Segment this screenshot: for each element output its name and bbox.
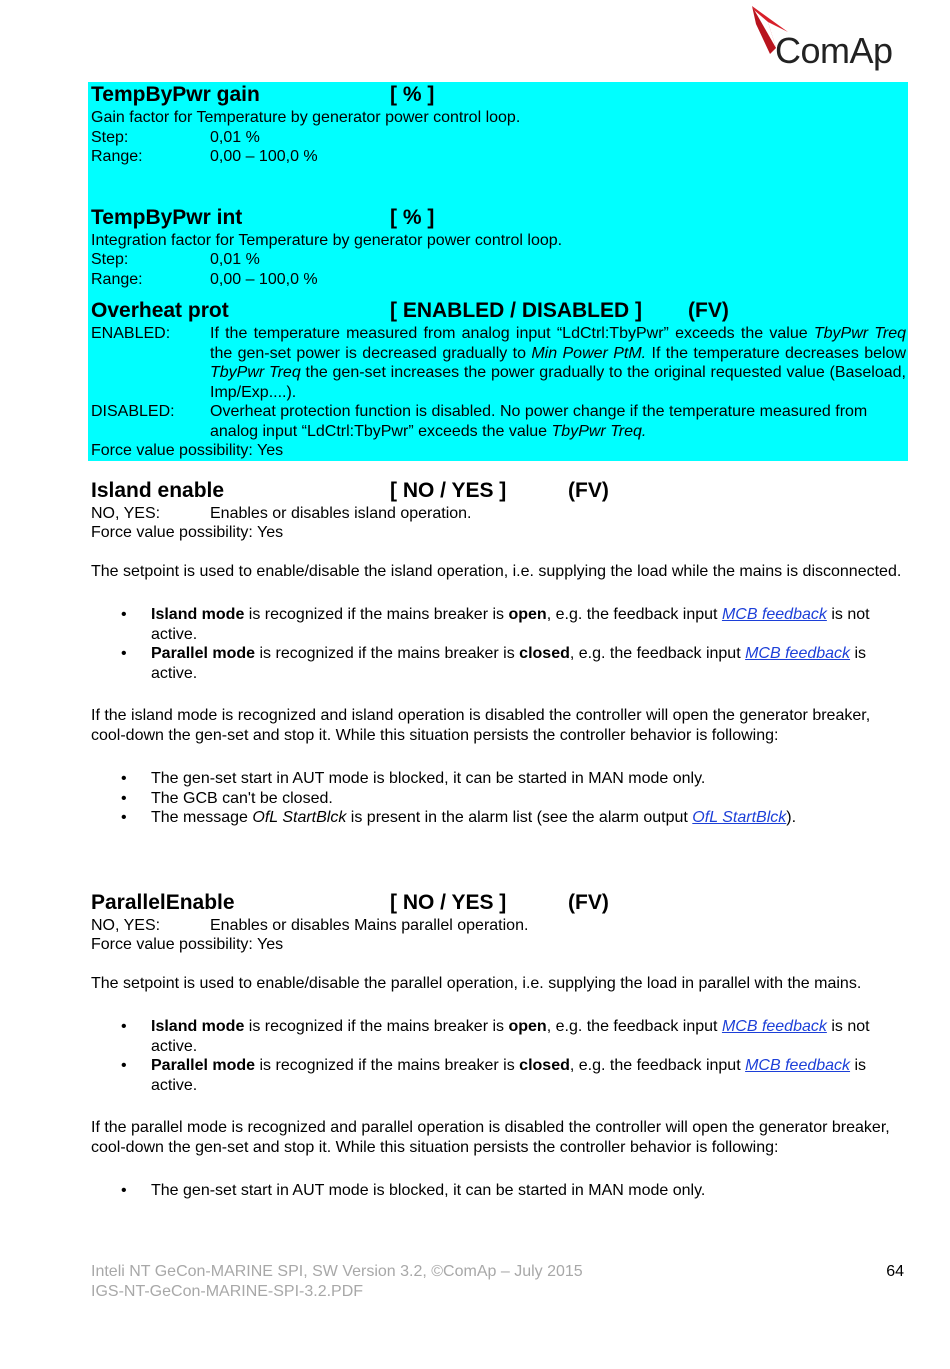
list-item: • The gen-set start in AUT mode is blocked, it can be started in MAN mode only.	[121, 770, 706, 787]
noyes-label: NO, YES:	[91, 504, 161, 522]
mcb-feedback-link[interactable]: MCB feedback	[745, 645, 851, 662]
mcb-feedback-link[interactable]: MCB feedback	[745, 1057, 851, 1074]
setpoint-range: [ NO / YES ]	[390, 478, 507, 502]
list-item: • The gen-set start in AUT mode is blocked, it can be started in MAN mode only.	[121, 1182, 706, 1199]
list-item: • Parallel mode is recognized if the mains breaker is closed, e.g. the feedback input MCB feedback is active.	[121, 645, 867, 682]
enabled-description: If the temperature measured from analog input “LdCtrl:TbyPwr” exceeds the value TbyPwr Treq the gen-set power is decreased gradually to Min Power PtM. If the temperature decreases below TbyPwr Treq the gen-set increases the power gradually to the original requested value (Baseload, Imp/Exp....).	[210, 325, 907, 401]
paragraph: The setpoint is used to enable/disable the island operation, i.e. supplying the load while the mains is disconnected.	[91, 562, 902, 580]
force-value-tag: (FV)	[568, 890, 609, 914]
list-item: • The GCB can't be closed.	[121, 789, 333, 807]
setpoint-description: Integration factor for Temperature by generator power control loop.	[91, 231, 563, 249]
setpoint-name: Overheat prot	[91, 299, 229, 322]
force-value-possibility: Force value possibility: Yes	[91, 442, 284, 459]
footer-line2: IGS-NT-GeCon-MARINE-SPI-3.2.PDF	[91, 1282, 364, 1300]
list-item: • The message OfL StartBlck is present in the alarm list (see the alarm output OfL StartBlck).	[121, 809, 797, 826]
paragraph: If the island mode is recognized and island operation is disabled the controller will open the generator breaker, cool-down the gen-set and stop it. While this situation persists the controller behavior is following:	[91, 707, 871, 744]
page-number: 64	[886, 1263, 904, 1280]
mcb-feedback-link[interactable]: MCB feedback	[721, 606, 827, 623]
setpoint-name: TempByPwr int	[91, 205, 243, 229]
enabled-label: ENABLED:	[91, 325, 171, 342]
setpoint-heading-tempbypwr-int	[91, 205, 906, 231]
bullet-list	[91, 1017, 906, 1095]
range-value: 0,00 – 100,0 %	[210, 270, 318, 288]
range-value: 0,00 – 100,0 %	[210, 148, 318, 165]
mcb-feedback-link[interactable]: MCB feedback	[721, 1018, 827, 1035]
bullet-list	[91, 1181, 906, 1201]
setpoint-range: [ ENABLED / DISABLED ]	[390, 299, 642, 322]
disabled-description: Overheat protection function is disabled. No power change if the temperature measured from analog input “LdCtrl:TbyPwr” exceeds the value TbyPwr Treq.	[210, 403, 868, 440]
document-body	[91, 82, 906, 1201]
list-item: • Island mode is recognized if the mains breaker is open, e.g. the feedback input MCB feedback is not active.	[121, 1018, 870, 1055]
page-footer	[91, 1262, 906, 1301]
setpoint-heading-parallel-enable	[91, 890, 906, 916]
setpoint-description: Gain factor for Temperature by generator power control loop.	[91, 109, 521, 126]
disabled-label: DISABLED:	[91, 403, 175, 420]
ofl-startblck-link[interactable]: OfL StartBlck	[692, 809, 787, 826]
paragraph: If the parallel mode is recognized and parallel operation is disabled the controller will open the generator breaker, cool-down the gen-set and stop it. While this situation persists the controller behavior is following:	[91, 1119, 890, 1156]
setpoint-name: ParallelEnable	[91, 890, 235, 914]
range-label: Range:	[91, 270, 143, 288]
setpoint-range: [ NO / YES ]	[390, 890, 507, 914]
setpoint-range: [ % ]	[390, 83, 435, 106]
force-value-tag: (FV)	[688, 299, 729, 322]
force-value-possibility: Force value possibility: Yes	[91, 524, 284, 541]
setpoint-heading-overheat-prot	[91, 298, 906, 324]
highlighted-block	[88, 82, 908, 461]
force-value-tag: (FV)	[568, 478, 609, 502]
paragraph: The setpoint is used to enable/disable the parallel operation, i.e. supplying the load in parallel with the mains.	[91, 974, 862, 992]
force-value-possibility: Force value possibility: Yes	[91, 936, 284, 953]
step-value: 0,01 %	[210, 128, 260, 146]
step-label: Step:	[91, 128, 129, 146]
step-value: 0,01 %	[210, 251, 260, 268]
bullet-list	[91, 605, 906, 683]
setpoint-heading-island-enable	[91, 478, 906, 504]
noyes-value: Enables or disables Mains parallel operation.	[210, 916, 529, 934]
noyes-value: Enables or disables island operation.	[210, 504, 472, 522]
footer-line1: Inteli NT GeCon-MARINE SPI, SW Version 3.2, ©ComAp – July 2015	[91, 1263, 583, 1280]
setpoint-name: Island enable	[91, 478, 225, 502]
setpoint-name: TempByPwr gain	[91, 83, 260, 106]
logo-text: ComAp	[775, 30, 893, 71]
range-label: Range:	[91, 148, 143, 165]
list-item: • Parallel mode is recognized if the mains breaker is closed, e.g. the feedback input MCB feedback is active.	[121, 1057, 867, 1094]
bullet-list	[91, 769, 906, 828]
step-label: Step:	[91, 251, 129, 268]
list-item: • Island mode is recognized if the mains breaker is open, e.g. the feedback input MCB feedback is not active.	[121, 606, 870, 643]
noyes-label: NO, YES:	[91, 916, 161, 934]
setpoint-heading-tempbypwr-gain	[91, 82, 906, 108]
setpoint-range: [ % ]	[390, 205, 435, 229]
